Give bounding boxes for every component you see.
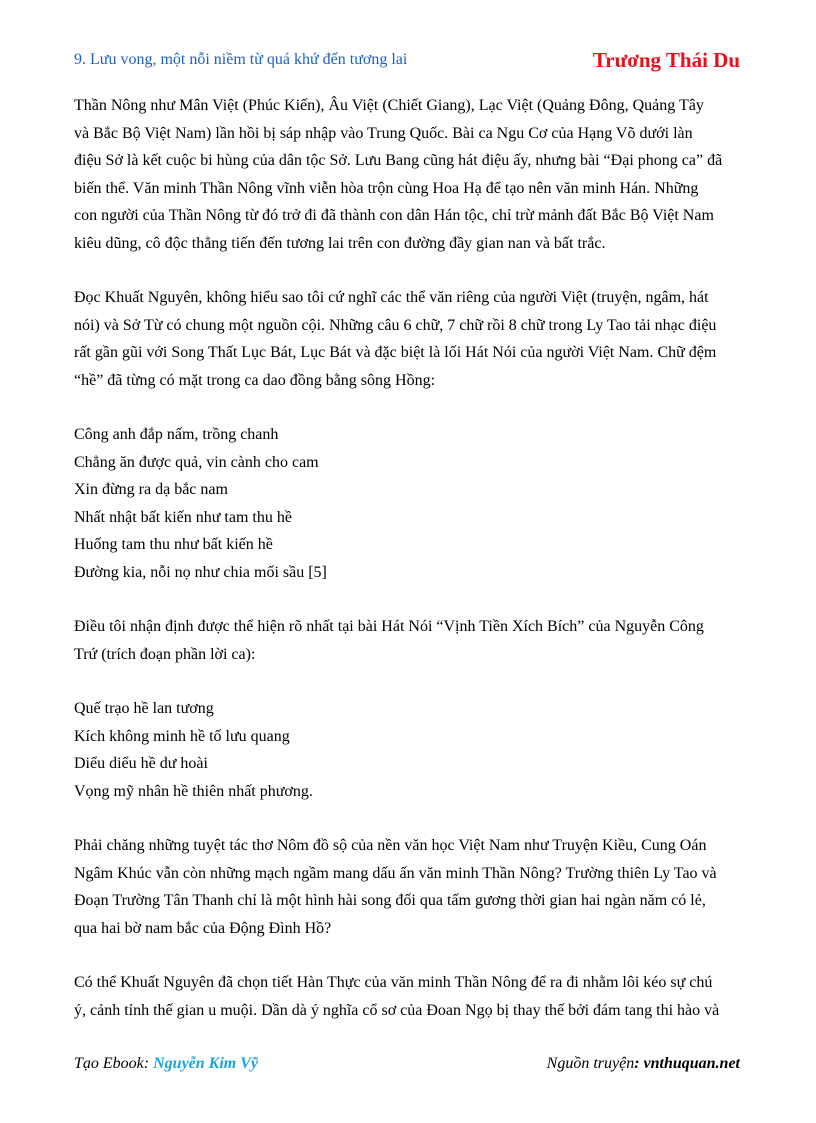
text-line: Vọng mỹ nhân hề thiên nhất phương. <box>74 782 313 800</box>
text-line: kiêu dũng, cô độc thẳng tiến đến tương lai trên con đường đầy gian nan và bất trắc. <box>74 234 606 252</box>
text-line: Kích không minh hề tố lưu quang <box>74 727 290 745</box>
text-line: điệu Sở là kết cuộc bi hùng của dân tộc Sở. Lưu Bang cũng hát điệu ấy, nhưng bài “Đại phong ca” đã <box>74 152 723 169</box>
text-line: biến thể. Văn minh Thần Nông vĩnh viễn hòa trộn cùng Hoa Hạ để tạo nên văn minh Hán. Những <box>74 179 699 197</box>
text-line: Thần Nông như Mân Việt (Phúc Kiến), Âu Việt (Chiết Giang), Lạc Việt (Quảng Đông, Quảng Tây <box>74 97 704 114</box>
text-line: Huống tam thu như bất kiến hề <box>74 536 273 553</box>
text-line: rất gần gũi với Song Thất Lục Bát, Lục Bát và đặc biệt là lối Hát Nói của người Việt Nam. Chữ đệm <box>74 344 717 361</box>
document-body <box>74 92 746 1051</box>
text-line: Ngâm Khúc vẫn còn những mạch ngầm mang dấu ấn văn minh Thần Nông? Trường thiên Ly Tao và <box>74 864 717 882</box>
footer-source-credit <box>547 1055 740 1073</box>
text-line: “hề” đã từng có mặt trong ca dao đồng bằng sông Hồng: <box>74 371 436 389</box>
text-line: Phải chăng những tuyệt tác thơ Nôm đồ sộ của nền văn học Việt Nam như Truyện Kiều, Cung Oán <box>74 837 707 854</box>
text-line: Đoạn Trường Tân Thanh chỉ là một hình hài song đối qua tấm gương thời gian hai ngàn năm có lẻ, <box>74 892 706 909</box>
footer-ebook-label: Tạo Ebook <box>74 1055 144 1072</box>
text-line: Chẳng ăn được quả, vin cành cho cam <box>74 453 319 471</box>
text-line: và Bắc Bộ Việt Nam) lần hồi bị sáp nhập vào Trung Quốc. Bài ca Ngu Cơ của Hạng Võ dưới làn <box>74 124 693 142</box>
text-line: Quế trạo hề lan tương <box>74 700 214 717</box>
text-line: Trứ (trích đoạn phần lời ca): <box>74 645 256 663</box>
footer-ebook-separator: : <box>143 1055 154 1072</box>
paragraph <box>74 695 746 805</box>
text-line: Xin đừng ra dạ bắc nam <box>74 481 228 498</box>
text-line: Diểu diểu hề dư hoài <box>74 755 208 772</box>
text-line: con người của Thần Nông từ đó trở đi đã thành con dân Hán tộc, chỉ trừ mảnh đất Bắc Bộ Việt Nam <box>74 207 714 224</box>
text-line: Điều tôi nhận định được thể hiện rõ nhất tại bài Hát Nói “Vịnh Tiền Xích Bích” của Nguyễn Công <box>74 618 704 635</box>
footer-ebook-credit <box>74 1055 258 1073</box>
footer-source-separator: : <box>634 1055 644 1072</box>
text-line: Công anh đắp nấm, trồng chanh <box>74 426 279 443</box>
text-line: Nhất nhật bất kiến như tam thu hề <box>74 508 292 526</box>
footer-ebook-name: Nguyễn Kim Vỹ <box>153 1055 258 1072</box>
paragraph <box>74 92 746 257</box>
text-line: ý, cảnh tỉnh thế gian u muội. Dần dà ý nghĩa cổ sơ của Đoan Ngọ bị thay thế bởi đám tang thi hào và <box>74 1001 720 1019</box>
text-line: Có thể Khuất Nguyên đã chọn tiết Hàn Thực của văn minh Thần Nông để ra đi nhằm lôi kéo sự chú <box>74 974 713 991</box>
text-line: qua hai bờ nam bắc của Động Đình Hồ? <box>74 919 332 937</box>
footer-source-label: Nguồn truyện <box>546 1055 635 1072</box>
footer-source-site: vnthuquan.net <box>643 1055 740 1072</box>
text-line: Đường kia, nỗi nọ như chia mối sầu [5] <box>74 563 327 581</box>
paragraph <box>74 421 746 586</box>
chapter-title: 9. Lưu vong, một nỗi niềm từ quá khứ đến tương lai <box>74 51 408 68</box>
text-line: nói) và Sở Từ có chung một nguồn cội. Những câu 6 chữ, 7 chữ rồi 8 chữ trong Ly Tao tải nhạc điệu <box>74 316 717 334</box>
paragraph <box>74 832 746 942</box>
paragraph <box>74 613 746 668</box>
paragraph <box>74 969 746 1024</box>
author-name: Trương Thái Du <box>592 48 740 72</box>
text-line: Đọc Khuất Nguyên, không hiểu sao tôi cứ nghĩ các thể văn riêng của người Việt (truyện, ngâm, hát <box>74 289 709 306</box>
paragraph <box>74 284 746 394</box>
